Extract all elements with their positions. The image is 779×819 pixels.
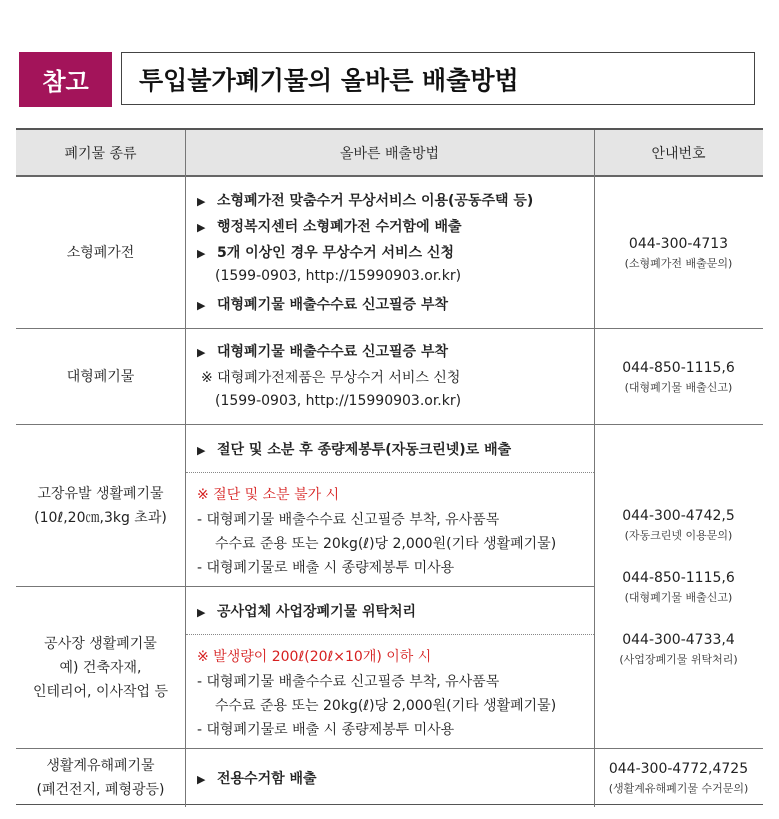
- row-large-waste-method: ▶ 대형폐기물 배출수수료 신고필증 부착 ※ 대형폐가전제품은 무상수거 서비스 신청 (1599-0903, http://15990903.or.kr): [197, 344, 462, 409]
- triangle-bullet-icon: ▶: [197, 221, 206, 234]
- row-small-appliance-type: 소형폐가전: [66, 244, 135, 261]
- row-small-appliance-contact: 044-300-4713 (소형폐가전 배출문의): [624, 235, 733, 270]
- column-header-contact: 안내번호: [594, 130, 763, 175]
- triangle-bullet-icon: ▶: [197, 606, 206, 619]
- header-badge: 참고: [19, 52, 112, 107]
- row-hazardous-contact: 044-300-4772,4725 (생활계유해폐기물 수거문의): [608, 761, 749, 795]
- shared-contact-cell: 044-300-4742,5 (자동크린넷 이용문의) 044-850-1115,6 (대형폐기물 배출신고) 044-300-4733,4 (사업장폐기물 위탁처리): [619, 507, 738, 666]
- triangle-bullet-icon: ▶: [197, 299, 206, 312]
- row-small-appliance-method: ▶ 소형폐가전 맞춤수거 무상서비스 이용(공동주택 등) ▶ 행정복지센터 소형폐가전 수거함에 배출 ▶ 5개 이상인 경우 무상수거 서비스 신청 (1599-0903, http://15990903.or.kr) ▶ 대형폐기물 배출수수료 신고필증 부착: [197, 193, 534, 313]
- row-hazardous-type: 생활계유해폐기물 (폐건전지, 폐형광등): [36, 758, 165, 798]
- waste-table: [16, 128, 763, 805]
- row-large-waste-contact: 044-850-1115,6 (대형폐기물 배출신고): [622, 359, 735, 394]
- triangle-bullet-icon: ▶: [197, 346, 206, 359]
- column-header-method: 올바른 배출방법: [185, 130, 594, 175]
- triangle-bullet-icon: ▶: [197, 195, 206, 208]
- column-header-type: 폐기물 종류: [16, 130, 185, 175]
- row-broken-household-type: 고장유발 생활폐기물 (10ℓ,20㎝,3kg 초과): [34, 485, 167, 526]
- row-hazardous-method: ▶ 전용수거함 배출: [197, 771, 317, 787]
- row-broken-household-method: ▶ 절단 및 소분 후 종량제봉투(자동크린넷)로 배출 ※ 절단 및 소분 불가 시 - 대형폐기물 배출수수료 신고필증 부착, 유사품목 수수료 준용 또는 20kg(ℓ)당 2,000원(기타 생활폐기물) - 대형폐기물로 배출 시 종량제봉투 미사용: [197, 442, 557, 576]
- triangle-bullet-icon: ▶: [197, 773, 206, 786]
- row-large-waste-type: 대형폐기물: [66, 368, 135, 385]
- row-construction-method: ▶ 공사업체 사업장폐기물 위탁처리 ※ 발생량이 200ℓ(20ℓ×10개) 이하 시 - 대형폐기물 배출수수료 신고필증 부착, 유사품목 수수료 준용 또는 20kg(ℓ)당 2,000원(기타 생활폐기물) - 대형폐기물로 배출 시 종량제봉투 미사용: [197, 604, 557, 738]
- row-construction-type: 공사장 생활폐기물 예) 건축자재, 인테리어, 이사작업 등: [32, 635, 169, 700]
- page-title: 투입불가폐기물의 올바른 배출방법: [121, 52, 755, 105]
- triangle-bullet-icon: ▶: [197, 247, 206, 260]
- triangle-bullet-icon: ▶: [197, 444, 206, 457]
